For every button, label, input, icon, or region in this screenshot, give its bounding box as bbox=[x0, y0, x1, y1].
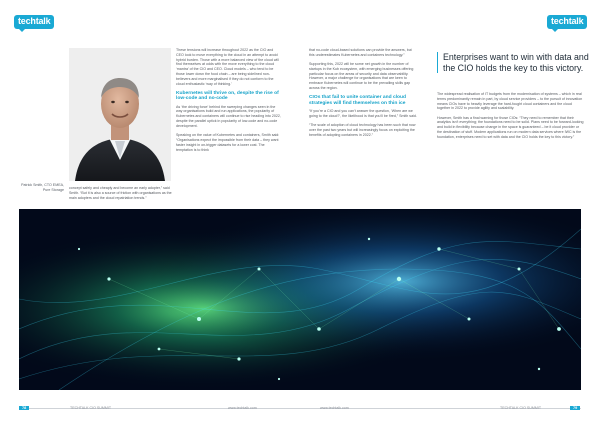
paragraph: These tensions will increase throughout 2022 as the CIO and CEO look to move everything to the cloud in an attempt to avoid hybrid burden. Those with a more balanced view of the cloud will find themselves at odds with the move everything to the cloud ‘mantra’ of the CIO and CEO. Cloud models – who tend to be those lower down the food chain – are being sidelined non-believers and more marginalised if they do not conform to the cloud enthusiastic ‘way of thinking.’ bbox=[176, 48, 279, 86]
column-4-text bbox=[437, 92, 585, 144]
paragraph: Supporting this, 2022 will be some net growth in the number of startups in the Kub ecosystem, with emerging businesses offering particular focus on the areas of security and data observability. However, a major challenge for organisations that are keen to embrace Kubernetes will continue to be the prevailing skills gap across the region. bbox=[309, 62, 414, 91]
page-number-right: 79 bbox=[570, 406, 580, 410]
pull-quote: Enterprises want to win with data and the CIO holds the key to this victory. bbox=[437, 52, 591, 73]
paragraph: Speaking on the value of Kubernetes and containers, Smith said: “Organisations expect the impossible from their data – they want faster insight in on-trigger datasets for a lower cost. The temptation is to think bbox=[176, 133, 280, 152]
footer-url-left: www.techtalk.com bbox=[228, 406, 257, 410]
footer-mag-left: TECHTALK CIO SUMMIT bbox=[70, 406, 112, 410]
photo-caption: Patrick Smith, CTO EMEA, Pure Storage bbox=[21, 183, 64, 192]
column-3-text bbox=[309, 48, 417, 142]
hero-image bbox=[19, 209, 581, 390]
paragraph: that no-code cloud-based solutions can provide the answers, but this underestimates Kubernetes and containers technology.” bbox=[309, 48, 412, 57]
section-heading: Kubernetes will thrive on, despite the rise of low-code and no-code bbox=[176, 90, 279, 102]
column-2-text bbox=[176, 48, 281, 157]
network-abstract-icon bbox=[19, 209, 581, 390]
portrait-photo bbox=[69, 48, 171, 181]
page-number-left: 78 bbox=[19, 406, 29, 410]
paragraph: “If you’re a CIO and you can’t answer the question, ‘When are we going to the cloud?’, the likelihood is that you’ll be fired,” Smith said. bbox=[309, 109, 417, 118]
techtalk-logo-right: techtalk bbox=[547, 15, 587, 29]
column-1-text bbox=[69, 186, 172, 205]
paragraph: The widespread realisation of IT budgets from the modernisation of systems – which in real terms predominantly remain in part, by cloud service providers – to the pursuit of innovation means CIOs have to heavily leverage the hard-fought cloud containers and the cloud together in 2022 to provide agility and scalability. bbox=[437, 92, 583, 111]
paragraph: However, Smith has a final warning for those CIOs: “They need to remember that their analytics isn’t everything; the foundations need to be solid. Plans need to be forward-looking and build in flexibility because change in the space is guaranteed – be it cloud provider or the destination of stuff. Modern applications run on modern data services where IWC is the foundation, enterprises need to set with data and the CIO holds the key to this victory.” bbox=[437, 115, 584, 139]
paragraph: “The scale of adoption of cloud technology has been such that now over the past two years but will increasingly focus on exploiting the benefits of adopting containers in 2022.” bbox=[309, 123, 416, 137]
footer-url-right: www.techtalk.com bbox=[320, 406, 349, 410]
section-heading: CIOs that fail to unite container and cloud strategies will find themselves on thin ice bbox=[309, 95, 407, 106]
paragraph: concept safely and cheaply and become an early adopter,” said Smith. “But it is also a source of friction with organisations as the main adopters and the cloud repatriation trends.” bbox=[69, 186, 172, 200]
footer-mag-right: TECHTALK CIO SUMMIT bbox=[500, 406, 542, 410]
footer-left bbox=[19, 404, 29, 412]
techtalk-logo-left: techtalk bbox=[14, 15, 54, 29]
person-portrait-icon bbox=[69, 48, 171, 181]
paragraph: As ‘the driving force’ behind the sweeping changes seen in the way organisations build and run applications, the popularity of Kubernetes and containers will continue to rise heading into 2022, despite the parallel uptick in popularity of low-code and no-code development. bbox=[176, 104, 281, 128]
footer-right bbox=[570, 404, 580, 412]
